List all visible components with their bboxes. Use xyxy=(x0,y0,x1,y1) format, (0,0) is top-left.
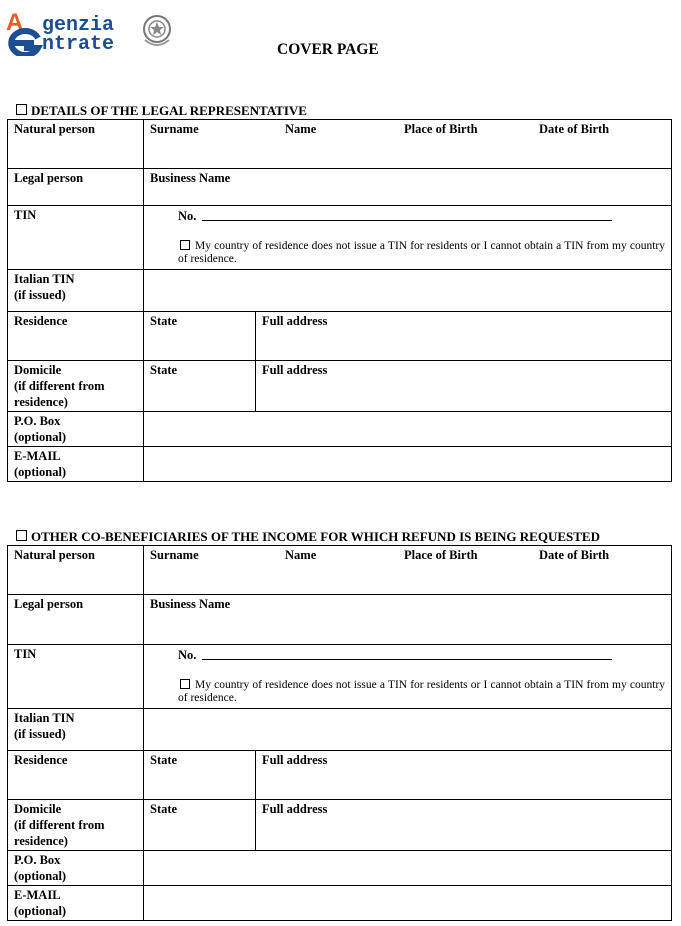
domicile-state-field[interactable] xyxy=(144,800,256,851)
business-name-label: Business Name xyxy=(150,171,231,185)
logo-word-1: genzia xyxy=(42,14,115,37)
section-title-co-beneficiaries: OTHER CO-BENEFICIARIES OF THE INCOME FOR WHICH REFUND IS BEING REQUESTED xyxy=(16,529,600,545)
domicile-label: Domicile (if different from residence) xyxy=(8,800,144,851)
email-label: E-MAIL (optional) xyxy=(8,447,144,482)
full-address-label: Full address xyxy=(262,753,328,767)
residence-address-field[interactable] xyxy=(256,312,672,361)
state-label: State xyxy=(150,363,178,377)
email-label: E-MAIL (optional) xyxy=(8,886,144,921)
tin-no-label: No. xyxy=(178,648,197,662)
pobox-field[interactable] xyxy=(144,851,672,886)
no-tin-checkbox[interactable] xyxy=(180,679,190,689)
full-address-label: Full address xyxy=(262,802,328,816)
residence-label: Residence xyxy=(8,312,144,361)
tin-field[interactable] xyxy=(144,206,672,270)
tin-label: TIN xyxy=(8,206,144,270)
name-label: Name xyxy=(285,122,317,136)
page-title: COVER PAGE xyxy=(277,41,379,58)
domicile-label: Domicile (if different from residence) xyxy=(8,361,144,412)
natural-person-fields[interactable] xyxy=(144,120,672,169)
state-label: State xyxy=(150,314,178,328)
no-tin-checkbox[interactable] xyxy=(180,240,190,250)
natural-person-label: Natural person xyxy=(8,546,144,595)
date-of-birth-label: Date of Birth xyxy=(539,122,610,136)
email-field[interactable] xyxy=(144,447,672,482)
state-label: State xyxy=(150,802,178,816)
domicile-address-field[interactable] xyxy=(256,361,672,412)
tin-input-line[interactable] xyxy=(202,210,612,221)
place-of-birth-label: Place of Birth xyxy=(404,548,478,562)
section-title-legal-representative: DETAILS OF THE LEGAL REPRESENTATIVE xyxy=(16,103,307,119)
emblem-icon xyxy=(140,10,174,50)
italian-tin-field[interactable] xyxy=(144,270,672,312)
pobox-label: P.O. Box (optional) xyxy=(8,851,144,886)
tin-label: TIN xyxy=(8,645,144,709)
svg-text:A: A xyxy=(6,9,24,36)
tin-input-line[interactable] xyxy=(202,649,612,660)
natural-person-label: Natural person xyxy=(8,120,144,169)
surname-label: Surname xyxy=(150,548,199,562)
surname-label: Surname xyxy=(150,122,199,136)
full-address-label: Full address xyxy=(262,363,328,377)
natural-person-fields[interactable] xyxy=(144,546,672,595)
date-of-birth-label: Date of Birth xyxy=(539,548,610,562)
legal-representative-table xyxy=(7,119,672,482)
email-field[interactable] xyxy=(144,886,672,921)
domicile-address-field[interactable] xyxy=(256,800,672,851)
domicile-state-field[interactable] xyxy=(144,361,256,412)
logo-mark-icon xyxy=(4,8,44,56)
residence-state-field[interactable] xyxy=(144,751,256,800)
italian-tin-label: Italian TIN (if issued) xyxy=(8,270,144,312)
logo-word-2: ntrate xyxy=(42,33,115,56)
italian-tin-label: Italian TIN (if issued) xyxy=(8,709,144,751)
full-address-label: Full address xyxy=(262,314,328,328)
legal-person-label: Legal person xyxy=(8,169,144,206)
residence-label: Residence xyxy=(8,751,144,800)
state-label: State xyxy=(150,753,178,767)
italian-tin-field[interactable] xyxy=(144,709,672,751)
tin-field[interactable] xyxy=(144,645,672,709)
business-name-label: Business Name xyxy=(150,597,231,611)
tin-no-label: No. xyxy=(178,209,197,223)
no-tin-note: My country of residence does not issue a TIN for residents or I cannot obtain a TIN from my country of residence. xyxy=(178,240,665,265)
residence-state-field[interactable] xyxy=(144,312,256,361)
co-beneficiaries-table xyxy=(7,545,672,921)
section-checkbox[interactable] xyxy=(16,530,27,541)
name-label: Name xyxy=(285,548,317,562)
legal-person-label: Legal person xyxy=(8,595,144,645)
residence-address-field[interactable] xyxy=(256,751,672,800)
business-name-field[interactable] xyxy=(144,169,672,206)
agenzia-entrate-logo xyxy=(4,8,184,56)
place-of-birth-label: Place of Birth xyxy=(404,122,478,136)
no-tin-note: My country of residence does not issue a TIN for residents or I cannot obtain a TIN from my country of residence. xyxy=(178,679,665,704)
pobox-label: P.O. Box (optional) xyxy=(8,412,144,447)
section-checkbox[interactable] xyxy=(16,104,27,115)
pobox-field[interactable] xyxy=(144,412,672,447)
business-name-field[interactable] xyxy=(144,595,672,645)
